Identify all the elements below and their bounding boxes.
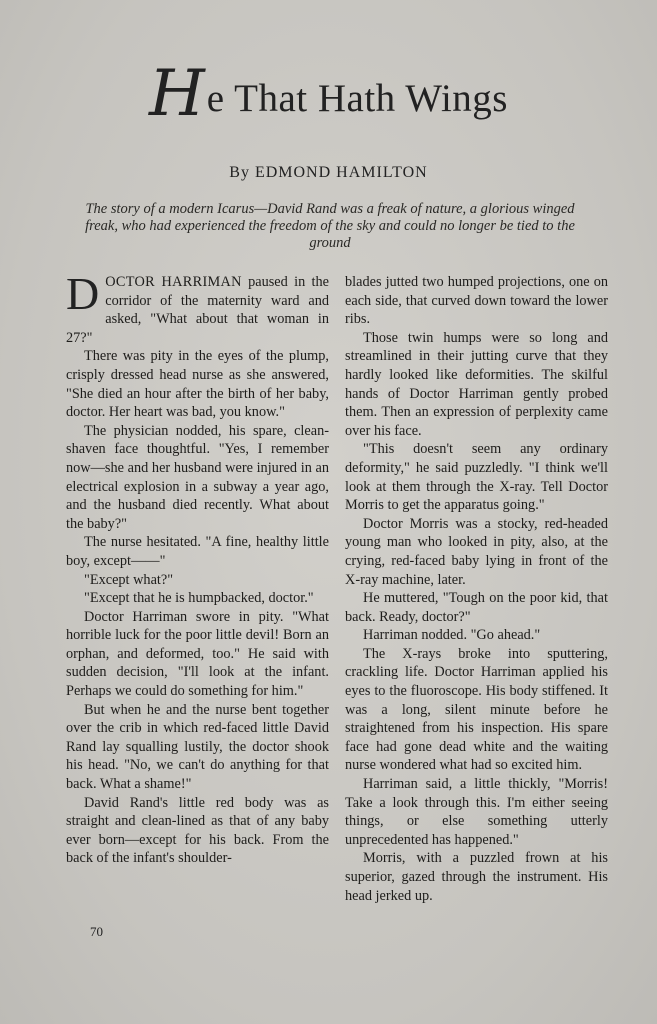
paragraph: There was pity in the eyes of the plump, crisply dressed head nurse as she answered, "She died an hour after the birth of her baby, doctor. Her heart was bad, you know." [66, 348, 329, 421]
opening-text: paused in the corridor of the maternity ward and asked, "What about that woman in 27?" [66, 274, 329, 346]
story-title [0, 57, 657, 131]
title-rest: e That Hath Wings [206, 77, 508, 120]
paragraph: Doctor Morris was a stocky, red-headed young man who looked in pity, also, at the crying, red-faced baby lying in front of the X-ray machine, later. [345, 515, 608, 588]
paragraph: Harriman said, a little thickly, "Morris! Take a look through this. I'm either seeing things, or else something utterly unprecedented has happened." [345, 776, 608, 848]
paragraph: Morris, with a puzzled frown at his superior, gazed through the instrument. His head jerked up. [345, 850, 608, 904]
right-column [345, 273, 608, 905]
story-intro: The story of a modern Icarus—David Rand was a freak of nature, a glorious winged freak, who had experienced the freedom of the sky and could no longer be tied to the ground [85, 201, 575, 251]
paragraph: Harriman nodded. "Go ahead." [363, 627, 541, 644]
paragraph: "Except that he is humpbacked, doctor." [84, 590, 314, 607]
paragraph: He muttered, "Tough on the poor kid, that back. Ready, doctor?" [345, 590, 608, 625]
page-number: 70 [90, 924, 103, 939]
title-initial: H [148, 57, 205, 131]
paragraph: Doctor Harriman swore in pity. "What horrible luck for the poor little devil! Born an orphan, and deformed, too." He said with sudden decision, "I'll look at the infant. Perhaps we could do something for him." [66, 608, 329, 700]
paragraph: "This doesn't seem any ordinary deformity," he said puzzledly. "I think we'll look at them through the X-ray. Tell Doctor Morris to get the apparatus going." [345, 441, 608, 514]
paragraph: The nurse hesitated. "A fine, healthy little boy, except——" [66, 534, 329, 569]
continuation-paragraph: blades jutted two humped projections, one on each side, that curved down toward the lower ribs. [345, 274, 608, 328]
opening-caps: OCTOR HARRIMAN [105, 274, 242, 290]
paragraph: The physician nodded, his spare, clean-shaven face thoughtful. "Yes, I remember now—she and her husband were injured in an electrical explosion in a subway a year ago, and the husband died recently. What about the baby?" [66, 422, 329, 532]
paragraph: David Rand's little red body was as straight and clean-lined as that of any baby ever born—except for his back. From the back of the infant's shoulder- [66, 794, 329, 867]
paragraph: But when he and the nurse bent together over the crib in which red-faced little David Rand lay squalling lustily, the doctor shook his head. "No, we can't do anything for that back. What a shame!" [66, 701, 329, 793]
opening-paragraph [66, 268, 329, 347]
left-column [66, 268, 329, 868]
paragraph: "Except what?" [84, 571, 174, 588]
byline: By EDMOND HAMILTON [229, 164, 428, 181]
drop-cap: D [66, 268, 100, 319]
paragraph: Those twin humps were so long and streamlined in their jutting curve that they hardly looked like deformities. The skilful hands of Doctor Harriman gently probed them. Then an expression of perplexity came over his face. [345, 329, 608, 439]
paragraph: The X-rays broke into sputtering, crackling life. Doctor Harriman applied his eyes to the fluoroscope. His body stiffened. It was a long, silent minute before he straightened from his inspection. His spare face had gone dead white and the waiting nurse wondered what had so excited him. [345, 645, 608, 774]
